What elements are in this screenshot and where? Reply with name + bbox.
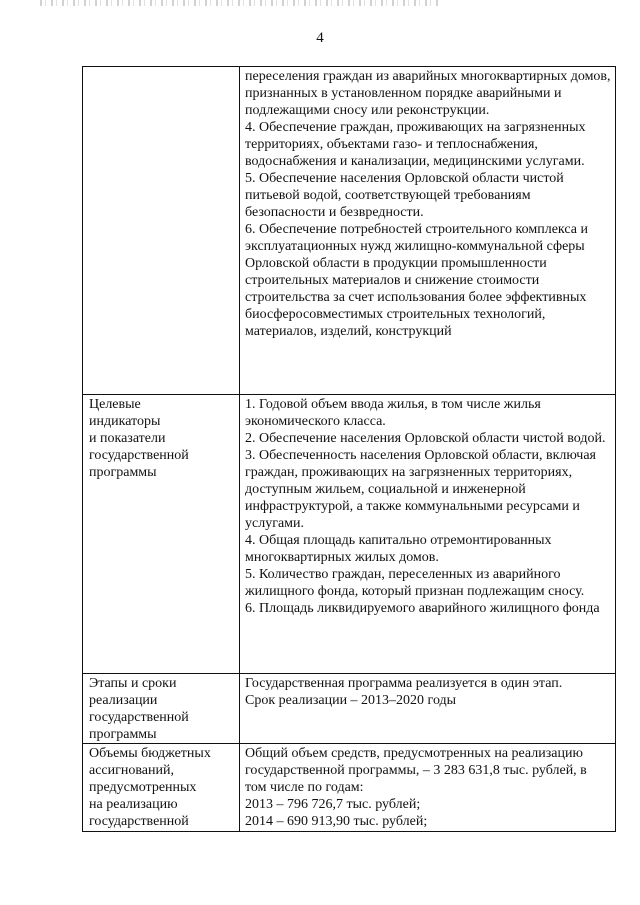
row-label-line: предусмотренных [89, 780, 197, 795]
table-row [83, 67, 616, 395]
row-label-line: государственной [89, 814, 189, 829]
table-row [83, 395, 616, 674]
row-label-line: ассигнований, [89, 763, 174, 778]
row-label-line: программы [89, 727, 157, 742]
row-label-line: государственной [89, 710, 189, 725]
row-label-line: индикаторы [89, 414, 161, 429]
row-label-cell [83, 395, 240, 674]
row-label-cell [83, 744, 240, 832]
content-paragraph: 2013 – 796 726,7 тыс. рублей; [245, 797, 421, 812]
content-paragraph: переселения граждан из аварийных многоквартирных домов, признанных в установленном порядке аварийными и подлежащими сносу или реконструкции. [245, 69, 611, 118]
content-paragraph: 2. Обеспечение населения Орловской области чистой водой. [245, 431, 606, 446]
row-label-line: реализации [89, 693, 158, 708]
row-label-line: программы [89, 465, 157, 480]
row-label-line: Этапы и сроки [89, 676, 177, 691]
content-paragraph: Срок реализации – 2013–2020 годы [245, 693, 457, 708]
content-paragraph: 6. Площадь ликвидируемого аварийного жилищного фонда [245, 601, 600, 616]
program-passport-table [82, 66, 616, 832]
content-paragraph: 4. Общая площадь капитально отремонтированных многоквартирных жилых домов. [245, 533, 552, 565]
page-number: 4 [316, 30, 324, 46]
table-row [83, 744, 616, 832]
content-paragraph: Государственная программа реализуется в один этап. [245, 676, 563, 691]
table-row [83, 674, 616, 744]
row-label-line: Объемы бюджетных [89, 746, 211, 761]
row-label-line: на реализацию [89, 797, 178, 812]
content-paragraph: 3. Обеспеченность населения Орловской области, включая граждан, проживающих на загрязненных территориях, доступным жильем, социальной и инженерной инфраструктурой, а также коммунальными ресурсами и услугами. [245, 448, 596, 531]
content-paragraph: 6. Обеспечение потребностей строительного комплекса и эксплуатационных нужд жилищно-коммунальной сферы Орловской области в продукции промышленности строительных материалов и снижение стоимости строительства за счет использования более эффективных биосферосовместимых строительных технологий, материалов, изделий, конструкций [245, 222, 588, 339]
row-content-cell [240, 67, 616, 395]
row-label-line: государственной [89, 448, 189, 463]
row-label-line: Целевые [89, 397, 141, 412]
row-label-cell [83, 67, 240, 395]
row-label-line: и показатели [89, 431, 166, 446]
content-paragraph: 1. Годовой объем ввода жилья, в том числе жилья экономического класса. [245, 397, 541, 429]
content-paragraph: Общий объем средств, предусмотренных на реализацию государственной программы, – 3 283 631,8 тыс. рублей, в том числе по годам: [245, 746, 587, 795]
content-paragraph: 5. Обеспечение населения Орловской области чистой питьевой водой, соответствующей требованиям безопасности и безвредности. [245, 171, 564, 220]
scan-artifact [40, 0, 440, 6]
content-paragraph: 4. Обеспечение граждан, проживающих на загрязненных территориях, объектами газо- и теплоснабжения, водоснабжения и канализации, медицинскими услугами. [245, 120, 586, 169]
row-content-cell [240, 395, 616, 674]
row-content-cell [240, 674, 616, 744]
row-content-cell [240, 744, 616, 832]
content-paragraph: 5. Количество граждан, переселенных из аварийного жилищного фонда, который признан подлежащим сносу. [245, 567, 585, 599]
content-paragraph: 2014 – 690 913,90 тыс. рублей; [245, 814, 428, 829]
row-label-cell [83, 674, 240, 744]
